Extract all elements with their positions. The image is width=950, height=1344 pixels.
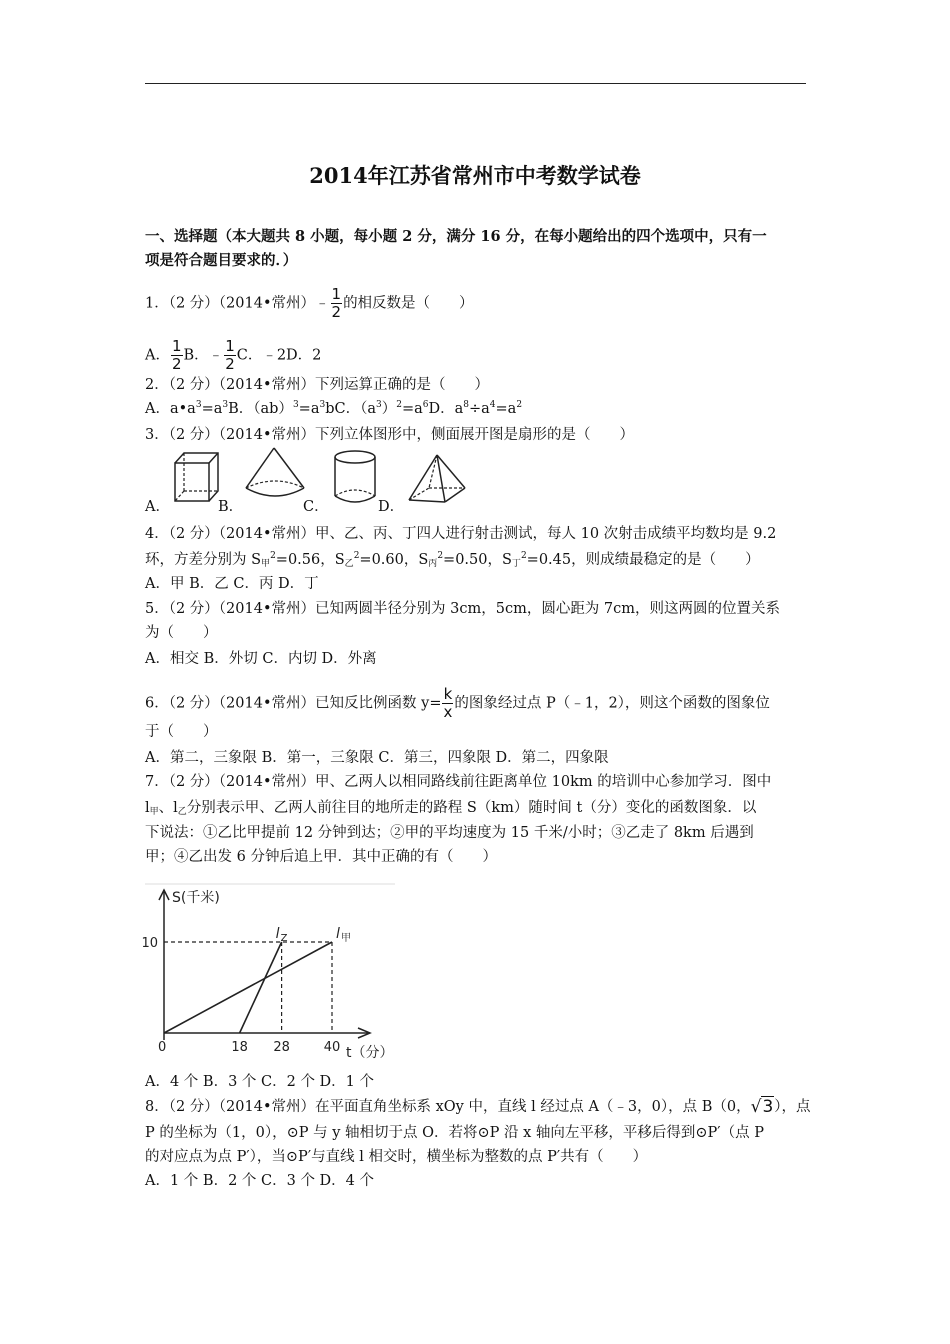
q2-stem: 2．（2 分）（2014•常州）下列运算正确的是（ ） [145, 377, 490, 393]
cylinder-figure [330, 448, 382, 508]
q4-line1: 4．（2 分）（2014•常州）甲、乙、丙、丁四人进行射击测试，每人 10 次射击成绩平均数均是 9.2 [145, 526, 777, 542]
q1-option-a-fraction: $\frac{1}{2}$ [171, 337, 182, 373]
q6-fraction: $\frac{k}{x}$ [443, 685, 453, 721]
section-heading-line1: 一、选择题（本大题共 8 小题，每小题 2 分，满分 16 分，在每小题给出的四个选项中，只有一 [145, 228, 767, 245]
sqrt-3: √3 [750, 1097, 774, 1117]
series-label-yi: l [275, 926, 280, 942]
q1-stem: 1．（2 分）（2014•常州）﹣ $\frac{1}{2}$ 的相反数是（ ） [145, 285, 474, 321]
series-label-jia: l [336, 926, 340, 942]
q3-label-d: D． [378, 499, 405, 515]
q8-options: A．1 个 B．2 个 C．3 个 D．4 个 [145, 1173, 375, 1189]
q5-line2: 为（ ） [145, 625, 218, 641]
q6-line2: 于（ ） [145, 724, 218, 740]
origin-label: 0 [158, 1040, 167, 1055]
q6-options: A．第二，三象限 B．第一，三象限 C．第三，四象限 D．第二，四象限 [145, 750, 609, 766]
q7-line3: 下说法：①乙比甲提前 12 分钟到达；②甲的平均速度为 15 千米/小时；③乙走了 8km 后遇到 [145, 825, 754, 841]
q8-line1: 8．（2 分）（2014•常州）在平面直角坐标系 xOy 中，直线 l 经过点 A（﹣3，0），点 B（0，√3），点 [145, 1097, 811, 1117]
cone-figure [240, 444, 310, 504]
q3-label-c: C． [303, 499, 329, 515]
series-line-yi [240, 942, 282, 1033]
q4-options: A．甲 B．乙 C．丙 D．丁 [145, 576, 319, 592]
q2-options: A．$a•a^3=a^3B$．$(ab)^3=a^3bC$．$(a^3)^2=a^6D$．$a^8\div a^4=a^2$ [145, 400, 523, 417]
x-tick-40: 40 [323, 1040, 341, 1055]
pyramid-figure [405, 450, 470, 508]
q1-options: A． $\frac{1}{2}$ B．﹣ $\frac{1}{2}$ C．﹣2D．2 [145, 337, 322, 373]
q5-options: A．相交 B．外切 C．内切 D．外离 [145, 651, 377, 667]
q1-option-b-fraction: $\frac{1}{2}$ [225, 337, 235, 373]
series-line-jia [164, 942, 332, 1033]
cube-figure [170, 448, 222, 506]
distance-time-chart [140, 880, 405, 1065]
q7-options: A．4 个 B．3 个 C．2 个 D．1 个 [145, 1074, 375, 1090]
q4-line2: 环，方差分别为 $S_甲^2=0.56$，$S_乙^2=0.60$，$S_丙^2=0.50$，$S_丁^2=0.45$，则成绩最稳定的是（ ） [145, 551, 760, 569]
q5-line1: 5．（2 分）（2014•常州）已知两圆半径分别为 3cm，5cm，圆心距为 7cm，则这两圆的位置关系 [145, 601, 781, 617]
y-axis-label: S(千米) [172, 890, 220, 906]
q3-label-b: B． [218, 499, 244, 515]
y-tick-10: 10 [141, 936, 158, 951]
q7-line4: 甲；④乙出发 6 分钟后追上甲．其中正确的有（ ） [145, 849, 497, 865]
q8-line2: P 的坐标为（1，0），⊙P 与 y 轴相切于点 O．若将⊙P 沿 x 轴向左平移，平移后得到⊙P′（点 P [145, 1125, 764, 1141]
q6-line1: 6．（2 分）（2014•常州）已知反比例函数 y= $\frac{k}{x}$ 的图象经过点 P（﹣1，2），则这个函数的图象位 [145, 685, 770, 721]
q8-line3: 的对应点为点 P′），当⊙P′与直线 l 相交时，横坐标为整数的点 P′共有（ ） [145, 1149, 648, 1165]
top-rule [145, 83, 806, 84]
x-tick-28: 28 [273, 1040, 290, 1055]
q3-stem: 3．（2 分）（2014•常州）下列立体图形中，侧面展开图是扇形的是（ ） [145, 427, 635, 443]
q3-label-a: A． [145, 499, 170, 515]
section-heading-line2: 项是符合题目要求的．） [145, 252, 298, 269]
series-label-sub-yi: Z [280, 933, 288, 944]
q7-line1: 7．（2 分）（2014•常州）甲、乙两人以相同路线前往距离单位 10km 的培训中心参加学习．图中 [145, 774, 772, 790]
x-tick-18: 18 [231, 1040, 248, 1055]
x-axis-label: t（分） [346, 1045, 394, 1061]
q7-line2: $l_甲$、$l_乙$分别表示甲、乙两人前往目的地所走的路程 S（km）随时间 t（分）变化的函数图象．以 [145, 800, 757, 817]
q1-fraction: $\frac{1}{2}$ [331, 285, 342, 321]
page-title: 2014年江苏省常州市中考数学试卷 [309, 163, 641, 188]
series-label-sub-jia: 甲 [341, 933, 351, 944]
